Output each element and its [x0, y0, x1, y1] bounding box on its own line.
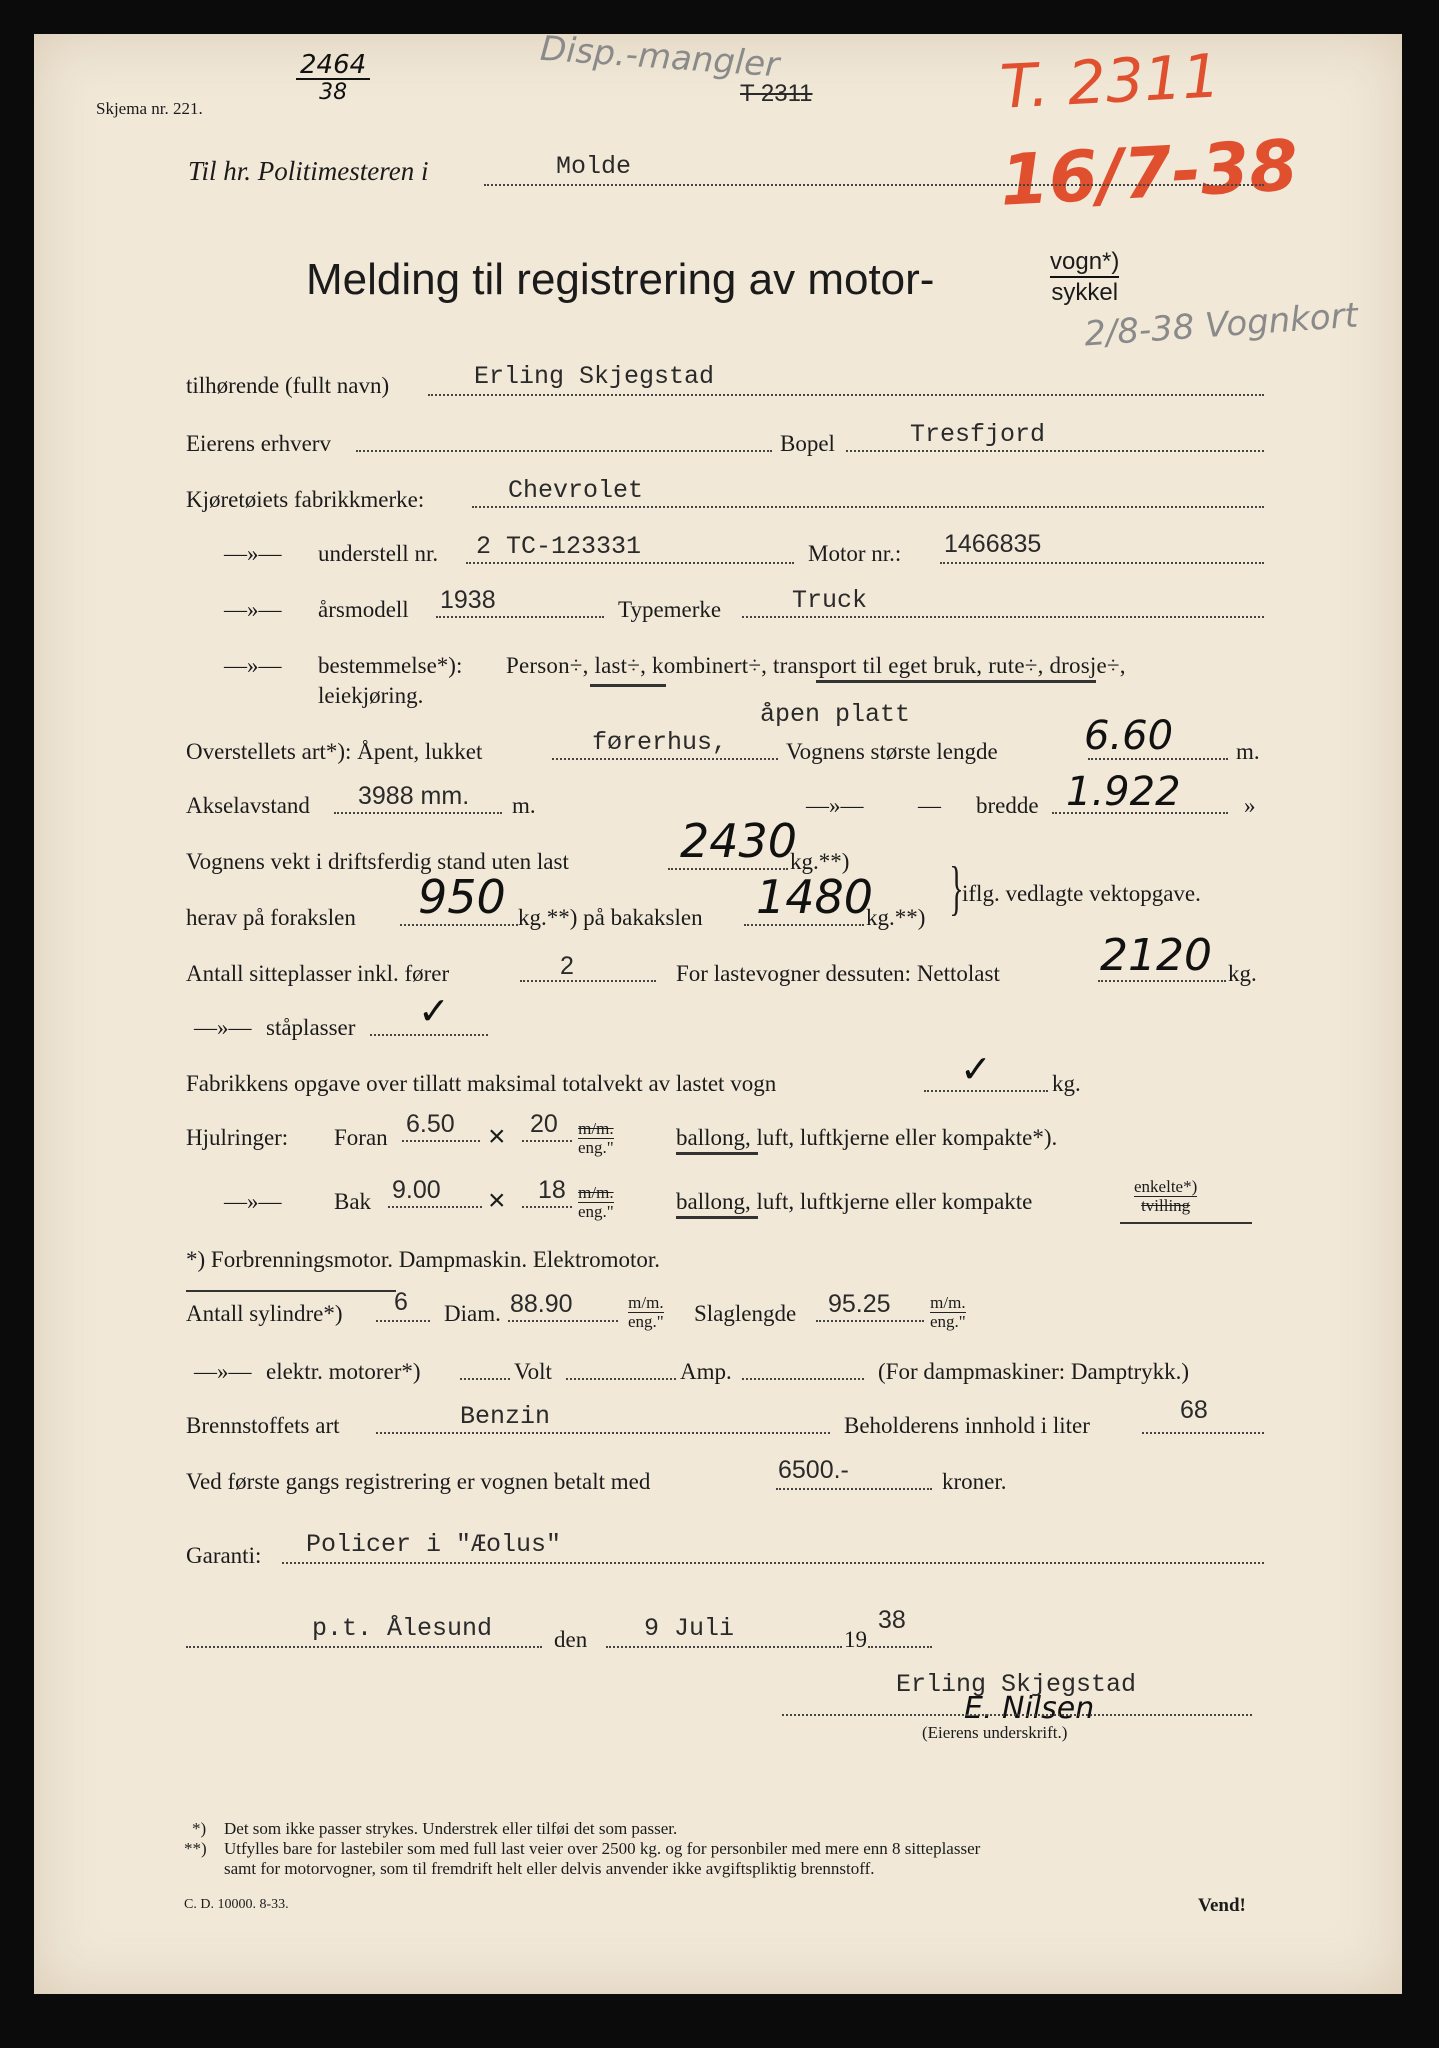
ditto-mark: —»—	[224, 541, 282, 566]
diameter-label: Diam.	[444, 1301, 501, 1326]
cylinders-value: 6	[394, 1288, 408, 1316]
fuel-value: Benzin	[460, 1402, 551, 1431]
residence-label: Bopel	[780, 431, 835, 456]
print-code: C. D. 10000. 8-33.	[184, 1897, 289, 1912]
single-twin-fraction: enkelte*) tvilling	[1134, 1177, 1198, 1215]
front-axle-value: 950	[418, 870, 506, 924]
pencil-card-note: 2/8-38 Vognkort	[1082, 295, 1360, 355]
footnote-mark: **)	[184, 1839, 207, 1858]
width-value: 1.922	[1066, 769, 1181, 815]
width-label: bredde	[976, 793, 1039, 818]
signature-typed: Erling Skjegstad	[896, 1670, 1137, 1699]
footnote-mark: *)	[192, 1819, 207, 1838]
stroke-value: 95.25	[828, 1290, 891, 1318]
kg-unit: kg.	[1052, 1071, 1081, 1096]
per-attached: iflg. vedlagte vektopgave.	[962, 881, 1201, 906]
make-label: Kjøretøiets fabrikkmerke:	[186, 487, 425, 512]
footnote-1: Det som ikke passer strykes. Understrek eller tilføi det som passer.	[224, 1819, 678, 1838]
purpose-options-line2: leiekjøring.	[318, 683, 424, 708]
paid-value: 6500.-	[778, 1456, 849, 1484]
guarantee-value: Policer i "Æolus"	[306, 1530, 562, 1559]
dash-mark: —	[918, 793, 941, 818]
signature-label: (Eierens underskrift.)	[922, 1723, 1068, 1742]
year-label: årsmodell	[318, 597, 409, 622]
stroke-unit-fraction: m/m. eng."	[930, 1293, 966, 1331]
form-title: Melding til registrering av motor-	[306, 255, 935, 304]
body-label: Overstellets art*): Åpent, lukket	[186, 739, 483, 764]
net-load-value: 2120	[1100, 930, 1212, 981]
standing-label: ståplasser	[266, 1015, 356, 1040]
weight-label: Vognens vekt i driftsferdig stand uten last	[186, 849, 569, 874]
form-number: Skjema nr. 221.	[96, 99, 203, 118]
underline-last	[590, 684, 666, 687]
strike-twin	[1120, 1222, 1252, 1224]
amp-label: Amp.	[680, 1359, 732, 1384]
purpose-label: bestemmelse*):	[318, 653, 463, 678]
cylinders-label: Antall sylindre*)	[186, 1301, 343, 1326]
electric-label: elektr. motorer*)	[266, 1359, 421, 1384]
weight-value: 2430	[680, 814, 798, 868]
ditto-mark: —»—	[194, 1015, 252, 1040]
brace: }	[949, 855, 964, 921]
underline-transport	[816, 680, 1096, 683]
rear-tyre-diameter: 18	[538, 1176, 566, 1204]
place-value: p.t. Ålesund	[312, 1614, 493, 1643]
seats-value: 2	[560, 952, 574, 980]
guarantee-label: Garanti:	[186, 1543, 262, 1568]
underline-ballong	[676, 1152, 758, 1155]
footnote-2: Utfylles bare for lastebiler som med full last veier over 2500 kg. og for personbiler med mere enn 8 sitteplasser	[224, 1839, 981, 1858]
wheelbase-value: 3988 mm.	[358, 782, 470, 810]
seats-label: Antall sitteplasser inkl. fører	[186, 961, 450, 986]
diameter-unit-fraction: m/m. eng."	[628, 1293, 664, 1331]
stamp-number: T 2311	[740, 80, 813, 107]
volt-label: Volt	[514, 1359, 552, 1384]
underline-combustion	[186, 1290, 396, 1292]
footnote-3: samt for motorvogner, som til fremdrift helt eller delvis anvender ikke avgiftspliktig brennstoff.	[224, 1859, 875, 1878]
ditto-mark: —»—	[224, 597, 282, 622]
tyre-types: ballong, luft, luftkjerne eller kompakte*).	[676, 1125, 1058, 1150]
owner-label: tilhørende (fullt navn)	[186, 373, 390, 398]
type-label: Typemerke	[618, 597, 722, 622]
red-registration-number: T. 2311	[998, 41, 1223, 123]
kroner-unit: kroner.	[942, 1469, 1007, 1494]
max-weight-label: Fabrikkens opgave over tillatt maksimal totalvekt av lastet vogn	[186, 1071, 777, 1096]
rear-unit-fraction: m/m. eng."	[578, 1183, 614, 1221]
engine-types: *) Forbrenningsmotor. Dampmaskin. Elektromotor.	[186, 1247, 661, 1272]
type-value: Truck	[792, 586, 868, 615]
unit-m: m.	[512, 793, 536, 818]
front-axle-label: herav på forakslen	[186, 905, 356, 930]
tank-value: 68	[1180, 1396, 1208, 1424]
unit-m: m.	[1236, 739, 1260, 764]
tank-label: Beholderens innhold i liter	[844, 1413, 1090, 1438]
ditto-mark: —»—	[224, 653, 282, 678]
reference-number: 2464 38	[296, 52, 370, 104]
kg-note: kg.**)	[790, 849, 850, 874]
pencil-note: Disp.-mangler	[538, 28, 781, 86]
max-weight-value: ✓	[960, 1047, 992, 1091]
tyres-label: Hjulringer:	[186, 1125, 289, 1150]
year-prefix: 19	[844, 1627, 867, 1652]
front-tyre-width: 6.50	[406, 1110, 455, 1138]
rear-tyre-width: 9.00	[392, 1176, 441, 1204]
body-value: førerhus,	[592, 728, 728, 757]
net-load-label: For lastevogner dessuten: Nettolast	[676, 961, 1000, 986]
times-sign: ×	[488, 1120, 506, 1153]
addressee-label: Til hr. Politimesteren i	[188, 156, 429, 186]
times-sign: ×	[488, 1184, 506, 1217]
owner-value: Erling Skjegstad	[474, 362, 715, 391]
length-label: Vognens største lengde	[786, 739, 998, 764]
turn-over: Vend!	[1198, 1895, 1246, 1916]
length-value: 6.60	[1084, 713, 1174, 759]
kg-unit: kg.	[1228, 961, 1257, 986]
kg-note: kg.**)	[866, 905, 926, 930]
den-label: den	[554, 1627, 588, 1652]
diameter-value: 88.90	[510, 1290, 573, 1318]
tyre-types-rear: ballong, luft, luftkjerne eller kompakte	[676, 1189, 1033, 1214]
steam-label: (For dampmaskiner: Damptrykk.)	[878, 1359, 1190, 1384]
underline-ballong	[676, 1216, 758, 1219]
front-tyre-diameter: 20	[530, 1110, 558, 1138]
year-value: 1938	[440, 586, 496, 614]
ditto-quote: »	[1244, 793, 1256, 818]
chassis-value: 2 TC-123331	[476, 532, 642, 561]
addressee-value: Molde	[556, 152, 632, 181]
ditto-mark: —»—	[806, 793, 864, 818]
chassis-label: understell nr.	[318, 541, 439, 566]
occupation-label: Eierens erhverv	[186, 431, 331, 456]
body-value-2: åpen platt	[760, 700, 911, 729]
residence-value: Tresfjord	[910, 420, 1046, 449]
paid-label: Ved første gangs registrering er vognen betalt med	[186, 1469, 651, 1494]
stroke-label: Slaglengde	[694, 1301, 797, 1326]
wheelbase-label: Akselavstand	[186, 793, 310, 818]
make-value: Chevrolet	[508, 476, 644, 505]
ditto-mark: —»—	[224, 1189, 282, 1214]
front-label: Foran	[334, 1125, 388, 1150]
motor-value: 1466835	[944, 530, 1042, 558]
red-date: 16/7-38	[998, 124, 1301, 222]
front-unit-fraction: m/m. eng."	[578, 1119, 614, 1157]
fuel-label: Brennstoffets art	[186, 1413, 340, 1438]
signature-handwritten: E. Nilsen	[964, 1691, 1095, 1726]
date-value: 9 Juli	[644, 1614, 735, 1643]
year-suffix: 38	[878, 1606, 906, 1634]
rear-label: Bak	[334, 1189, 372, 1214]
standing-value: ✓	[418, 989, 450, 1033]
purpose-options: Person÷, last÷, kombinert÷, transport til eget bruk, rute÷, drosje÷,	[506, 653, 1126, 678]
ditto-mark: —»—	[194, 1359, 252, 1384]
title-fraction: vogn*) sykkel	[1050, 248, 1120, 306]
motor-label: Motor nr.:	[808, 541, 902, 566]
rear-axle-value: 1480	[756, 870, 874, 924]
rear-axle-label: kg.**) på bakakslen	[518, 905, 703, 930]
